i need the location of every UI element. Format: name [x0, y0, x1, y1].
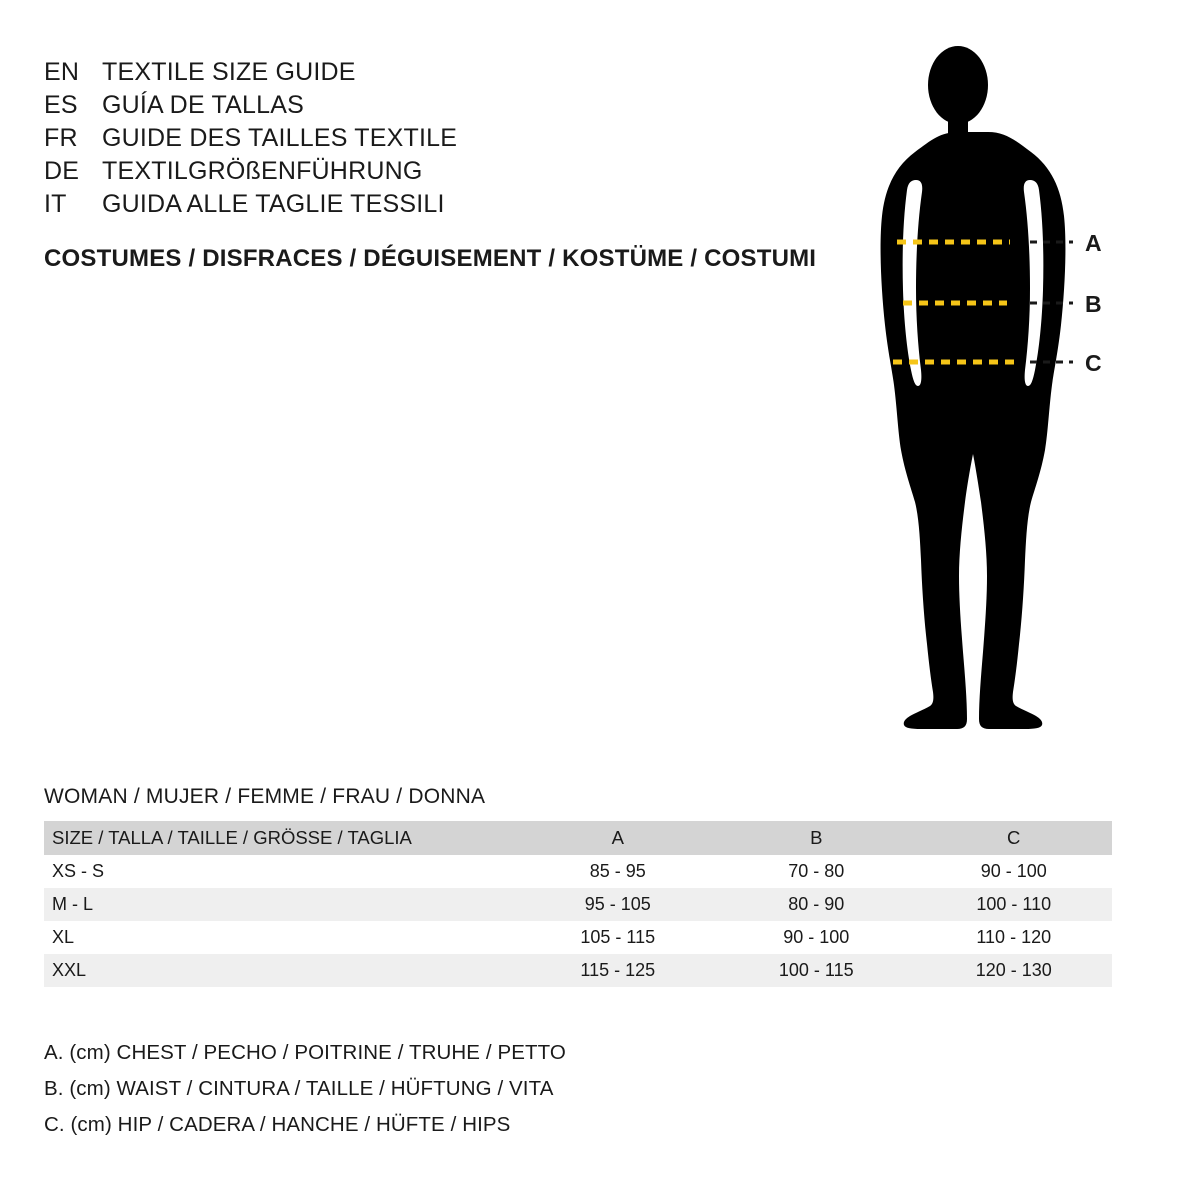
column-header-b: B — [717, 821, 915, 855]
table-row — [44, 954, 1112, 987]
table-row — [44, 855, 1112, 888]
costumes-subtitle: COSTUMES / DISFRACES / DÉGUISEMENT / KOSTÜME / COSTUMI — [44, 245, 817, 272]
language-row — [44, 155, 844, 188]
column-header-a: A — [519, 821, 717, 855]
language-title: TEXTILGRÖßENFÜHRUNG — [102, 157, 423, 185]
language-title: TEXTILE SIZE GUIDE — [102, 58, 356, 86]
language-title: GUIDE DES TAILLES TEXTILE — [102, 124, 458, 152]
language-title-block — [44, 56, 844, 273]
figure-illustration — [845, 40, 1165, 740]
cell-c: 110 - 120 — [915, 921, 1112, 954]
language-code: IT — [44, 190, 67, 218]
cell-a: 85 - 95 — [519, 855, 717, 888]
cell-c: 90 - 100 — [915, 855, 1112, 888]
cell-size: XS - S — [44, 855, 519, 888]
table-row — [44, 921, 1112, 954]
language-code: EN — [44, 58, 80, 86]
size-table — [44, 821, 1112, 987]
column-header-size: SIZE / TALLA / TAILLE / GRÖSSE / TAGLIA — [44, 821, 519, 855]
legend-line-c: C. (cm) HIP / CADERA / HANCHE / HÜFTE / HIPS — [44, 1113, 511, 1136]
cell-a: 115 - 125 — [519, 954, 717, 987]
measure-label-a: A — [1085, 230, 1102, 256]
table-header-row — [44, 821, 1112, 855]
language-row — [44, 122, 844, 155]
language-title: GUÍA DE TALLAS — [102, 91, 304, 119]
language-code: ES — [44, 91, 78, 119]
table-body — [44, 855, 1112, 987]
cell-c: 120 - 130 — [915, 954, 1112, 987]
size-table-section — [44, 785, 1156, 987]
measure-label-b: B — [1085, 291, 1102, 317]
cell-b: 90 - 100 — [717, 921, 915, 954]
cell-a: 95 - 105 — [519, 888, 717, 921]
language-row — [44, 188, 844, 221]
language-code: FR — [44, 124, 78, 152]
measurement-label-group — [845, 40, 1165, 740]
language-code: DE — [44, 157, 80, 185]
table-header — [44, 821, 1112, 855]
cell-c: 100 - 110 — [915, 888, 1112, 921]
column-header-c: C — [915, 821, 1112, 855]
table-row — [44, 888, 1112, 921]
cell-b: 100 - 115 — [717, 954, 915, 987]
measurement-legend — [44, 1035, 566, 1143]
cell-size: XXL — [44, 954, 519, 987]
legend-line-b: B. (cm) WAIST / CINTURA / TAILLE / HÜFTUNG / VITA — [44, 1077, 554, 1100]
language-row — [44, 56, 844, 89]
cell-b: 70 - 80 — [717, 855, 915, 888]
legend-line-a: A. (cm) CHEST / PECHO / POITRINE / TRUHE / PETTO — [44, 1041, 566, 1064]
cell-size: XL — [44, 921, 519, 954]
language-row — [44, 89, 844, 122]
measure-label-c: C — [1085, 350, 1102, 376]
cell-b: 80 - 90 — [717, 888, 915, 921]
language-title: GUIDA ALLE TAGLIE TESSILI — [102, 190, 445, 218]
cell-a: 105 - 115 — [519, 921, 717, 954]
cell-size: M - L — [44, 888, 519, 921]
table-caption: WOMAN / MUJER / FEMME / FRAU / DONNA — [44, 785, 486, 808]
